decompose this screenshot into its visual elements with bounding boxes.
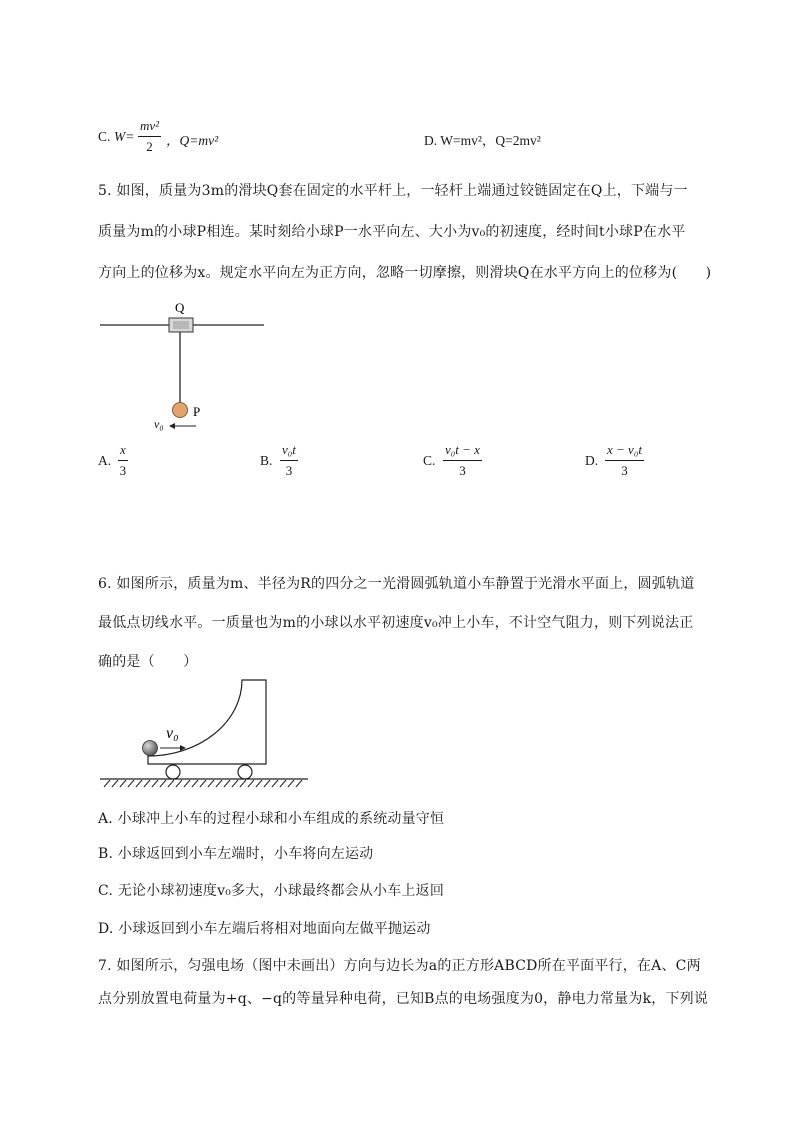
prev-option-c [98, 118, 338, 160]
q6-option-d[interactable]: D. 小球返回到小车左端后将相对地面向左做平抛运动 [98, 921, 431, 937]
fraction-numerator: mv² [140, 118, 160, 133]
fraction-denominator: 3 [285, 463, 293, 478]
label-v0: v₀ [154, 417, 164, 431]
q5-option-a-label: A. [98, 453, 112, 468]
q5-option-c-label: C. [423, 453, 436, 468]
fraction-denominator: 3 [459, 463, 466, 478]
q5-option-d-label: D. [585, 453, 599, 468]
q5-option-d[interactable] [585, 442, 675, 482]
q5-line-1: 5. 如图，质量为3m的滑块Q套在固定的水平杆上，一轻杆上端通过铰链固定在Q上，下端与一 [98, 183, 688, 199]
fraction-numerator: x [120, 442, 126, 457]
q5-option-a-fraction [118, 442, 128, 479]
q5-line-3: 方向上的位移为x。规定水平向左为正方向，忽略一切摩擦，则滑块Q在水平方向上的位移为( ) [98, 265, 712, 281]
prev-option-d: D. W=mv²，Q=2mv² [424, 133, 541, 148]
fraction-bar [605, 460, 644, 461]
fraction-numerator: x − v₀t [607, 442, 642, 457]
ball-p [173, 403, 188, 418]
label-q: Q [175, 300, 185, 315]
fraction-denominator: 2 [146, 139, 153, 154]
q5-option-c[interactable] [423, 442, 513, 482]
q7-line-1: 7. 如图所示，匀强电场（图中未画出）方向与边长为a的正方形ABCD所在平面平行，在A、C两 [98, 958, 701, 974]
wheel-left [166, 765, 180, 779]
fraction-bar [118, 460, 128, 461]
arrow-head-icon [169, 423, 175, 429]
wheel-right [238, 765, 252, 779]
label-v0: v₀ [166, 725, 179, 742]
q5-option-b-label: B. [260, 453, 273, 468]
fraction-numerator: v₀t [282, 442, 296, 457]
fraction-bar [138, 136, 161, 137]
q6-line-1: 6. 如图所示，质量为m、半径为R的四分之一光滑圆弧轨道小车静置于光滑水平面上，圆弧轨道 [98, 576, 695, 592]
q5-option-b-fraction [280, 442, 298, 479]
fraction-numerator: v₀t − x [445, 442, 480, 457]
prev-option-c-label: C. [98, 129, 111, 144]
q7-line-2: 点分别放置电荷量为+q、−q的等量异种电荷，已知B点的电场强度为0，静电力常量为k，下列说 [98, 991, 709, 1007]
prev-option-c-q-part: ，Q=mv² [166, 133, 219, 148]
q6-figure [96, 676, 311, 796]
prev-option-c-fraction [138, 118, 161, 155]
q6-option-a[interactable]: A. 小球冲上小车的过程小球和小车组成的系统动量守恒 [98, 811, 445, 827]
q5-option-b[interactable] [260, 442, 330, 482]
q6-option-c[interactable]: C. 无论小球初速度v₀多大，小球最终都会从小车上返回 [98, 883, 445, 899]
q5-option-a[interactable] [98, 442, 158, 482]
q6-option-b[interactable]: B. 小球返回到小车左端时，小车将向左运动 [98, 846, 374, 862]
fraction-bar [443, 460, 482, 461]
fraction-bar [280, 460, 298, 461]
ball [143, 741, 158, 756]
label-p: P [193, 404, 201, 419]
q5-option-c-fraction [443, 442, 482, 479]
fraction-denominator: 3 [119, 463, 127, 478]
fraction-denominator: 3 [621, 463, 628, 478]
q6-line-3: 确的是（ ） [98, 654, 198, 670]
q5-option-d-fraction [605, 442, 644, 479]
ground-hatching [104, 780, 302, 787]
q6-line-2: 最低点切线水平。一质量也为m的小球以水平初速度v₀冲上小车，不计空气阻力，则下列说法正 [98, 615, 694, 631]
q5-line-2: 质量为m的小球P相连。某时刻给小球P一水平向左、大小为v₀的初速度，经时间t小球P在水平 [98, 224, 686, 240]
q5-figure [96, 296, 271, 436]
arc-track-car [148, 680, 266, 764]
prev-option-c-w-prefix: W= [114, 129, 135, 144]
